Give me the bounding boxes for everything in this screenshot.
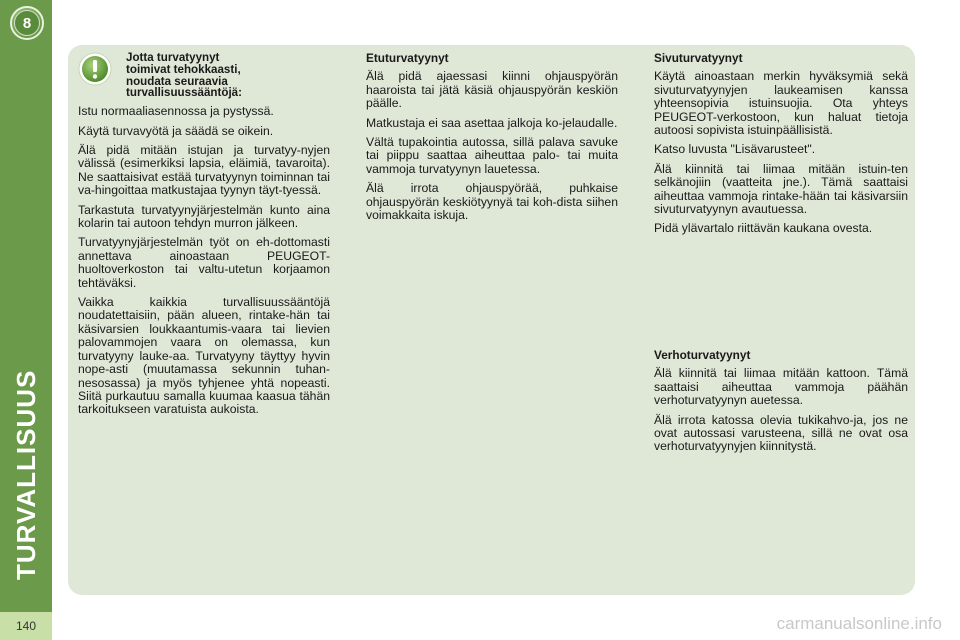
front-airbags-column bbox=[366, 52, 618, 228]
side-airbags-heading: Sivuturvatyynyt bbox=[654, 51, 743, 65]
warning-title-line: turvallisuussääntöjä: bbox=[126, 86, 242, 100]
side-airbags-paragraph: Pidä ylävartalo riittävän kaukana ovesta. bbox=[654, 221, 873, 236]
section-title: TURVALLISUUS bbox=[11, 369, 41, 580]
curtain-airbags-heading: Verhoturvatyynyt bbox=[654, 348, 751, 362]
front-airbags-paragraph: Vältä tupakointia autossa, sillä palava savuke tai piippu saattaa aiheuttaa palo- tai muita vammoja turvatyynyn lauetessa. bbox=[366, 135, 618, 176]
chapter-number: 8 bbox=[14, 10, 40, 36]
curtain-airbags-paragraph: Älä kiinnitä tai liimaa mitään kattoon. Tämä saattaisi aiheuttaa vammoja päähän verhoturvatyynyn auetessa. bbox=[654, 366, 908, 408]
curtain-airbags-column bbox=[654, 349, 908, 460]
warning-title-line: noudata seuraavia bbox=[126, 74, 228, 88]
front-airbags-paragraph: Älä irrota ohjauspyörää, puhkaise ohjauspyörän keskiötyynyä tai koh-dista siihen voimakkaita iskuja. bbox=[366, 181, 618, 223]
warning-paragraph: Vaikka kaikkia turvallisuussääntöjä noudatettaisiin, pään alueen, rintake-hän tai käsivarsien loukkaantumis-vaara tai lievien palovammojen vaara on olemassa, kun turvatyyny lauke-aa. Turvatyyny täyttyy hyvin nope-asti (muutamassa sekunnin tuhan-nesosassa) ja myös tyhjenee yhtä nopeasti. Siitä purkautuu samalla kuumaa kaasua tähän tarkoitukseen varatuista aukoista. bbox=[78, 295, 330, 417]
warning-title-line: Jotta turvatyynyt bbox=[126, 51, 220, 64]
warning-column bbox=[78, 52, 330, 423]
front-airbags-paragraph: Matkustaja ei saa asettaa jalkoja ko-jelaudalle. bbox=[366, 115, 618, 130]
chapter-number-badge bbox=[10, 6, 44, 40]
warning-title-line: toimivat tehokkaasti, bbox=[126, 62, 241, 76]
warning-paragraph: Älä pidä mitään istujan ja turvatyy-nyjen välissä (esimerkiksi lapsia, eläimiä, tavaroita). Ne saattaisivat estää turvatyynyn toiminnan tai va-hingoittaa matkustajaa tyynyn täyt-tyessä. bbox=[78, 143, 330, 198]
side-airbags-column bbox=[654, 52, 908, 242]
side-airbags-paragraph: Katso luvusta "Lisävarusteet". bbox=[654, 142, 816, 157]
front-airbags-paragraph: Älä pidä ajaessasi kiinni ohjauspyörän haaroista tai jätä käsiä ohjauspyörän keskiön päälle. bbox=[366, 69, 618, 111]
warning-title bbox=[126, 52, 296, 99]
warning-exclamation-icon bbox=[78, 52, 112, 86]
warning-paragraph: Istu normaaliasennossa ja pystyssä. bbox=[78, 104, 274, 119]
side-airbags-paragraph: Käytä ainoastaan merkin hyväksymiä sekä sivuturvatyynyjen laukeamisen kanssa yhteensopivia istuinsuojia. Ota yhteys PEUGEOT-verkostoon, kun haluat tietoja autoosi sopivista istuinpäällisistä. bbox=[654, 69, 908, 138]
watermark: carmanualsonline.info bbox=[776, 614, 942, 633]
page-number: 140 bbox=[0, 612, 52, 640]
front-airbags-heading: Etuturvatyynyt bbox=[366, 51, 449, 65]
curtain-airbags-paragraph: Älä irrota katossa olevia tukikahvo-ja, jos ne ovat autossasi varusteena, sillä ne ovat osa verhoturvatyynyjen kiinnitystä. bbox=[654, 412, 908, 454]
warning-paragraph: Käytä turvavyötä ja säädä se oikein. bbox=[78, 123, 274, 138]
warning-paragraph: Turvatyynyjärjestelmän työt on eh-dottomasti annettava ainoastaan PEUGEOT-huoltoverkoston tai valtu-utetun korjaamon tehtäväksi. bbox=[78, 235, 330, 290]
side-airbags-paragraph: Älä kiinnitä tai liimaa mitään istuin-ten selkänojiin (vaatteita jne.). Tämä saattaisi aiheuttaa vammoja rintake-hään tai käsivarsiin sivuturvatyynyn avautuessa. bbox=[654, 161, 908, 217]
warning-paragraph: Tarkastuta turvatyynyjärjestelmän kunto aina kolarin tai autoon tehdyn murron jälkeen. bbox=[78, 202, 330, 231]
chapter-sidebar bbox=[0, 0, 52, 640]
warning-header bbox=[78, 52, 330, 99]
